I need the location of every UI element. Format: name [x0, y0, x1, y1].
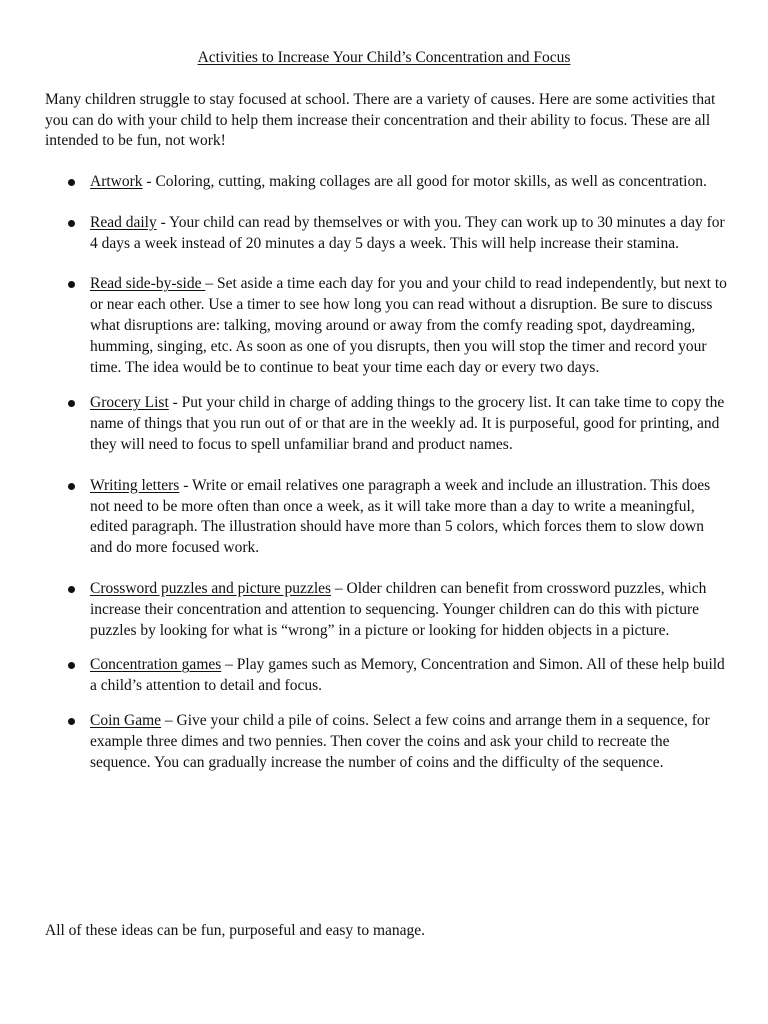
bullet-icon: [68, 220, 75, 227]
activity-description: – Set aside a time each day for you and your child to read independently, but next to or near each other. Use a timer to see how long you can read without a disruption. Be sure to discuss what disruptions are: talking, moving around or away from the comfy reading spot, daydreaming, humming, singing, etc. As soon as one of you disrupts, then you will stop the timer and record your time. The idea would be to continue to beat your time each day or every two days.: [90, 275, 727, 376]
bullet-icon: [68, 483, 75, 490]
page-title: Activities to Increase Your Child’s Concentration and Focus: [197, 49, 571, 66]
activity-term: Crossword puzzles and picture puzzles: [90, 579, 332, 597]
activity-term: Read side-by-side: [90, 275, 206, 293]
list-item-puzzles: [0, 579, 730, 641]
list-item-coin-game: [0, 711, 730, 773]
activity-term: Read daily: [90, 213, 157, 231]
bullet-icon: [68, 718, 75, 725]
list-item-read-side-by-side: [0, 274, 730, 378]
activity-description: - Put your child in charge of adding things to the grocery list. It can take time to copy the name of things that you run out of or that are in the weekly ad. It is purposeful, good for printing, and they will need to focus to spell unfamiliar brand and product names.: [90, 394, 725, 453]
activity-description: - Coloring, cutting, making collages are all good for motor skills, as well as concentration.: [142, 173, 707, 190]
activity-list: [0, 172, 768, 773]
activity-description: – Older children can benefit from crossword puzzles, which increase their concentration and attention to sequencing. Younger children can do this with picture puzzles by looking for what is “wrong” in a picture or looking for hidden objects in a picture.: [90, 579, 707, 639]
list-item-concentration-games: [0, 655, 730, 697]
activity-description: – Give your child a pile of coins. Select a few coins and arrange them in a sequence, for example three dimes and two pennies. Then cover the coins and ask your child to recreate the sequence. You can gradually increase the number of coins and the difficulty of the sequence.: [90, 711, 710, 771]
bullet-icon: [68, 400, 75, 407]
list-item-writing-letters: [0, 476, 730, 559]
activity-term: Coin Game: [90, 711, 162, 729]
activity-description: – Play games such as Memory, Concentration and Simon. All of these help build a child’s attention to detail and focus.: [90, 656, 725, 695]
activity-term: Grocery List: [90, 394, 169, 412]
closing-paragraph: All of these ideas can be fun, purposeful and easy to manage.: [45, 922, 426, 939]
activity-term: Artwork: [90, 173, 143, 190]
list-item-artwork: [0, 172, 730, 193]
bullet-icon: [68, 281, 75, 288]
intro-paragraph: Many children struggle to stay focused at school. There are a variety of causes. Here are some activities that you can do with your child to help them increase their concentration and their ability to focus. These are all intended to be fun, not work!: [45, 91, 716, 149]
bullet-icon: [68, 662, 75, 669]
activity-term: Concentration games: [90, 656, 222, 674]
list-item-read-daily: [0, 213, 730, 255]
bullet-icon: [68, 586, 75, 593]
activity-description: - Write or email relatives one paragraph a week and include an illustration. This does not need to be more often than once a week, as it will take more than a day to write a meaningful, edited paragraph. The illustration should have more than 5 colors, which forces them to slow down and do more focused work.: [90, 476, 711, 557]
activity-term: Writing letters: [90, 476, 180, 494]
bullet-icon: [68, 179, 75, 186]
activity-description: - Your child can read by themselves or with you. They can work up to 30 minutes a day for 4 days a week instead of 20 minutes a day 5 days a week. This will help increase their stamina.: [90, 213, 725, 252]
list-item-grocery-list: [0, 393, 730, 455]
